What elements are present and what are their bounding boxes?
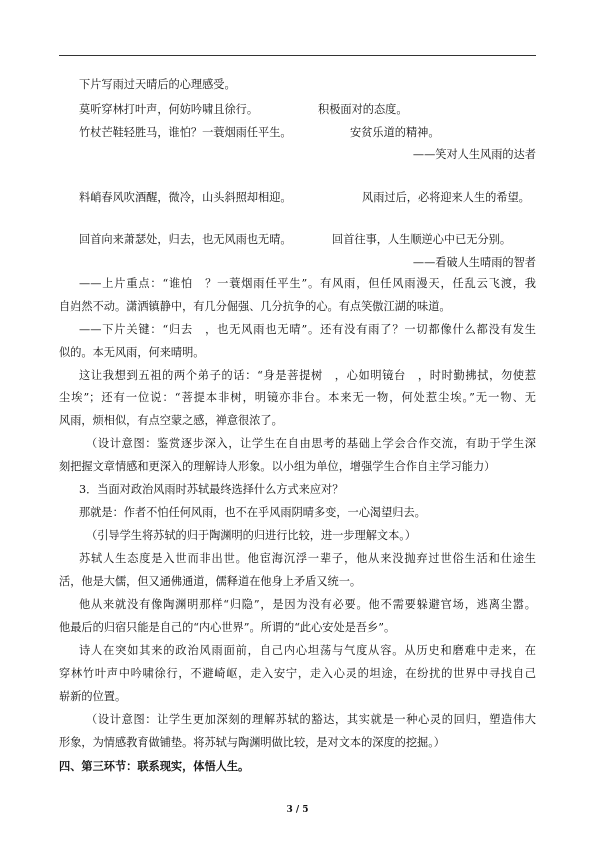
paragraph-line: 活，他是大儒，但又通佛通道，儒释道在他身上矛盾又统一。 xyxy=(59,575,362,588)
guidance-line: （引导学生将苏轼的归于陶渊明的归进行比较，进一步理解文本。） xyxy=(86,529,417,542)
paragraph-line: 似的。本无风雨，何来晴明。 xyxy=(59,346,205,359)
design-intent-line: （设计意图：鉴赏逐步深入，让学生在自由思考的基础上学会合作交流，有助于学生深 xyxy=(86,437,536,450)
poem-annotation: 风雨过后，必将迎来人生的希望。 xyxy=(362,191,530,204)
header-rule xyxy=(59,55,536,56)
poem-line: 竹杖芒鞋轻胜马，谁怕？一蓑烟雨任平生。 xyxy=(79,126,292,139)
section-heading: 四、第三环节：联系现实，体悟人生。 xyxy=(59,759,250,773)
paragraph-line: 那就是：作者不怕任何风雨，也不在乎风雨阴晴多变，一心渴望归去。 xyxy=(79,506,426,519)
paragraph-line: 这让我想到五祖的两个弟子的话：“身是菩提树 ，心如明镜台 ，时时勤拂拭，勿使惹 xyxy=(79,369,536,382)
question-heading: 3．当面对政治风雨时苏轼最终选择什么方式来应对？ xyxy=(79,483,344,496)
paragraph-line: 崭新的位置。 xyxy=(59,690,127,703)
paragraph-line: 诗人在突如其来的政治风雨面前，自己内心坦荡与气度从容。从历史和磨难中走来，在 xyxy=(79,644,536,657)
poem-annotation: 安贫乐道的精神。 xyxy=(350,126,440,139)
poem-line: 料峭春风吹酒醒，微冷，山头斜照却相迎。 xyxy=(79,191,292,204)
poem-line: 回首向来萧瑟处，归去，也无风雨也无晴。 xyxy=(79,233,292,246)
design-intent-line: 刻把握文章情感和更深入的理解诗人形象。以小组为单位，增强学生合作自主学习能力） xyxy=(59,460,496,473)
page-number: 3 / 5 xyxy=(286,805,309,815)
paragraph-line: 他从来就没有像陶渊明那样“归隐”，是因为没有必要。他不需要躲避官场，逃离尘嚣。 xyxy=(79,598,536,611)
paragraph-line: 苏轼人生态度是入世而非出世。他宦海沉浮一辈子，他从来没抛弃过世俗生活和仕途生 xyxy=(79,552,536,565)
poem-summary: ——看破人生晴雨的智者 xyxy=(412,256,536,269)
paragraph-line: 自岿然不动。潇洒镇静中，有几分倔强、几分抗争的心。有点笑傲江湖的味道。 xyxy=(59,300,451,313)
poem-line: 莫听穿林打叶声，何妨吟啸且徐行。 xyxy=(79,103,259,116)
paragraph-line: 尘埃”；还有一位说：“菩提本非树，明镜亦非台。本来无一物，何处惹尘埃。”无一物、无 xyxy=(59,391,536,404)
paragraph-line: ——上片重点：“谁怕 ？一蓑烟雨任平生”。有风雨，但任风雨漫天，任乱云飞渡，我 xyxy=(79,277,536,290)
text-line: 下片写雨过天晴后的心理感受。 xyxy=(79,78,236,91)
paragraph-line: ——下片关键：“归去 ，也无风雨也无晴”。还有没有雨了？一切都像什么都没有发生 xyxy=(79,323,536,336)
design-intent-line: 形象，为情感教育做铺垫。将苏轼与陶渊明做比较，是对文本的深度的挖掘。） xyxy=(59,736,445,749)
poem-annotation: 回首往事，人生顺逆心中已无分别。 xyxy=(332,233,512,246)
design-intent-line: （设计意图：让学生更加深刻的理解苏轼的豁达，其实就是一种心灵的回归，塑造伟大 xyxy=(86,713,536,726)
paragraph-line: 风雨，烦相似，有点空蒙之感，禅意很浓了。 xyxy=(59,414,283,427)
paragraph-line: 穿林竹叶声中吟啸徐行，不避崎岖，走入安宁，走入心灵的坦途，在纷扰的世界中寻找自己 xyxy=(59,667,536,680)
poem-annotation: 积极面对的态度。 xyxy=(318,103,408,116)
poem-summary: ——笑对人生风雨的达者 xyxy=(412,148,536,161)
paragraph-line: 他最后的归宿只能是自己的“内心世界”。所谓的“此心安处是吾乡”。 xyxy=(59,621,396,634)
